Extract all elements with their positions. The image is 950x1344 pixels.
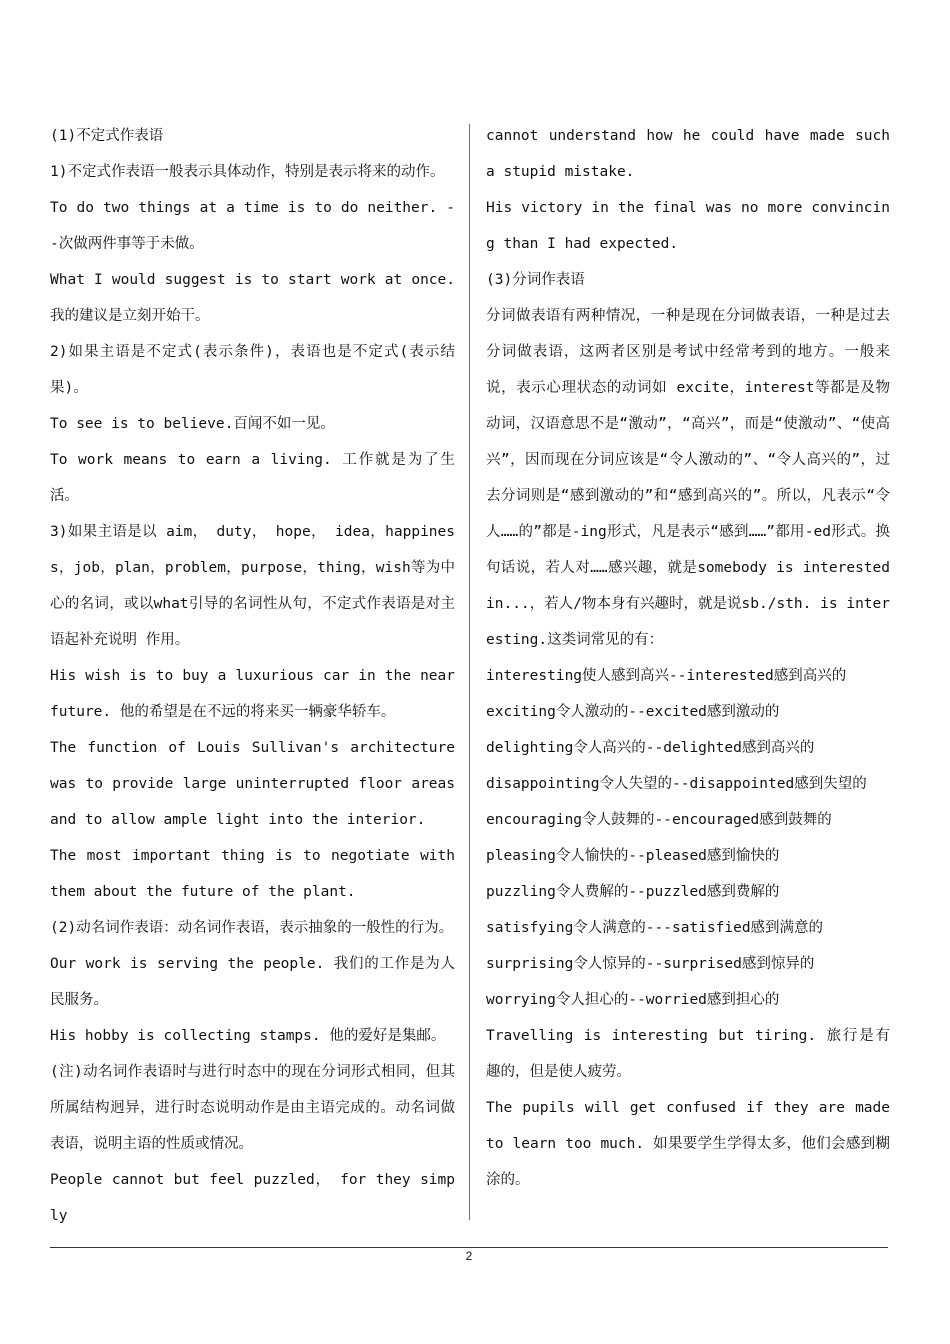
paragraph: worrying令人担心的--worried感到担心的 [486,992,780,1008]
paragraph: 2)如果主语是不定式(表示条件)，表语也是不定式(表示结果)。 [50,344,455,396]
paragraph: cannot understand how he could have made such a stupid mistake. [486,128,890,180]
paragraph: His wish is to buy a luxurious car in the near future. 他的希望是在不远的将来买一辆豪华轿车。 [50,668,455,720]
paragraph: encouraging令人鼓舞的--encouraged感到鼓舞的 [486,812,832,828]
paragraph: To see is to believe.百闻不如一见。 [50,416,335,432]
paragraph: The function of Louis Sullivan's architecture was to provide large uninterrupted floor areas and to allow ample light into the interior. [50,740,455,828]
paragraph: 分词做表语有两种情况，一种是现在分词做表语，一种是过去分词做表语，这两者区别是考试中经常考到的地方。一般来说，表示心理状态的动词如 excite，interest等都是及物动词，汉语意思不是“激动”，“高兴”，而是“使激动”、“使高兴”，因而现在分词应该是“令人激动的”、“令人高兴的”，过去分词则是“感到激动的”和“感到高兴的”。所以，凡表示“令人……的”都是-ing形式，凡是表示“感到……”都用-ed形式。换句话说，若人对……感兴趣，就是somebody is interested in...，若人/物本身有兴趣时，就是说sb./sth. is interesting.这类词常见的有： [486,308,890,648]
paragraph: interesting使人感到高兴--interested感到高兴的 [486,668,847,684]
paragraph: His victory in the final was no more convincing than I had expected. [486,200,890,252]
paragraph: pleasing令人愉快的--pleased感到愉快的 [486,848,780,864]
right-column [486,118,890,1198]
paragraph: 1)不定式作表语一般表示具体动作，特别是表示将来的动作。 [50,164,445,180]
paragraph: exciting令人激动的--excited感到激动的 [486,704,780,720]
paragraph: What I would suggest is to start work at once. 我的建议是立刻开始干。 [50,272,455,324]
paragraph: To work means to earn a living. 工作就是为了生活。 [50,452,455,504]
paragraph: surprising令人惊异的--surprised感到惊异的 [486,956,815,972]
paragraph: puzzling令人费解的--puzzled感到费解的 [486,884,780,900]
column-divider [469,124,470,1220]
paragraph: 3)如果主语是以 aim， duty， hope， idea，happiness，job，plan，problem，purpose，thing，wish等为中心的名词，或以what引导的名词性从句，不定式作表语是对主语起补充说明 作用。 [50,524,455,648]
page-number: 2 [465,1249,473,1263]
footer-rule [50,1247,888,1248]
paragraph: The pupils will get confused if they are made to learn too much. 如果要学生学得太多，他们会感到糊涂的。 [486,1100,890,1188]
paragraph: His hobby is collecting stamps. 他的爱好是集邮。 [50,1028,446,1044]
paragraph: disappointing令人失望的--disappointed感到失望的 [486,776,867,792]
paragraph: (3)分词作表语 [486,272,585,288]
paragraph: Travelling is interesting but tiring. 旅行是有趣的，但是使人疲劳。 [486,1028,890,1080]
left-column [50,118,455,1234]
paragraph: The most important thing is to negotiate with them about the future of the plant. [50,848,455,900]
paragraph: satisfying令人满意的---satisfied感到满意的 [486,920,824,936]
paragraph: Our work is serving the people. 我们的工作是为人民服务。 [50,956,455,1008]
paragraph: (注)动名词作表语时与进行时态中的现在分词形式相同，但其所属结构迥异，进行时态说明动作是由主语完成的。动名词做表语，说明主语的性质或情况。 [50,1064,455,1152]
paragraph: People cannot but feel puzzled， for they simply [50,1172,455,1224]
paragraph: (2)动名词作表语：动名词作表语，表示抽象的一般性的行为。 [50,920,454,936]
paragraph: (1)不定式作表语 [50,128,164,144]
paragraph: delighting令人高兴的--delighted感到高兴的 [486,740,815,756]
paragraph: To do two things at a time is to do neither. --次做两件事等于未做。 [50,200,455,252]
